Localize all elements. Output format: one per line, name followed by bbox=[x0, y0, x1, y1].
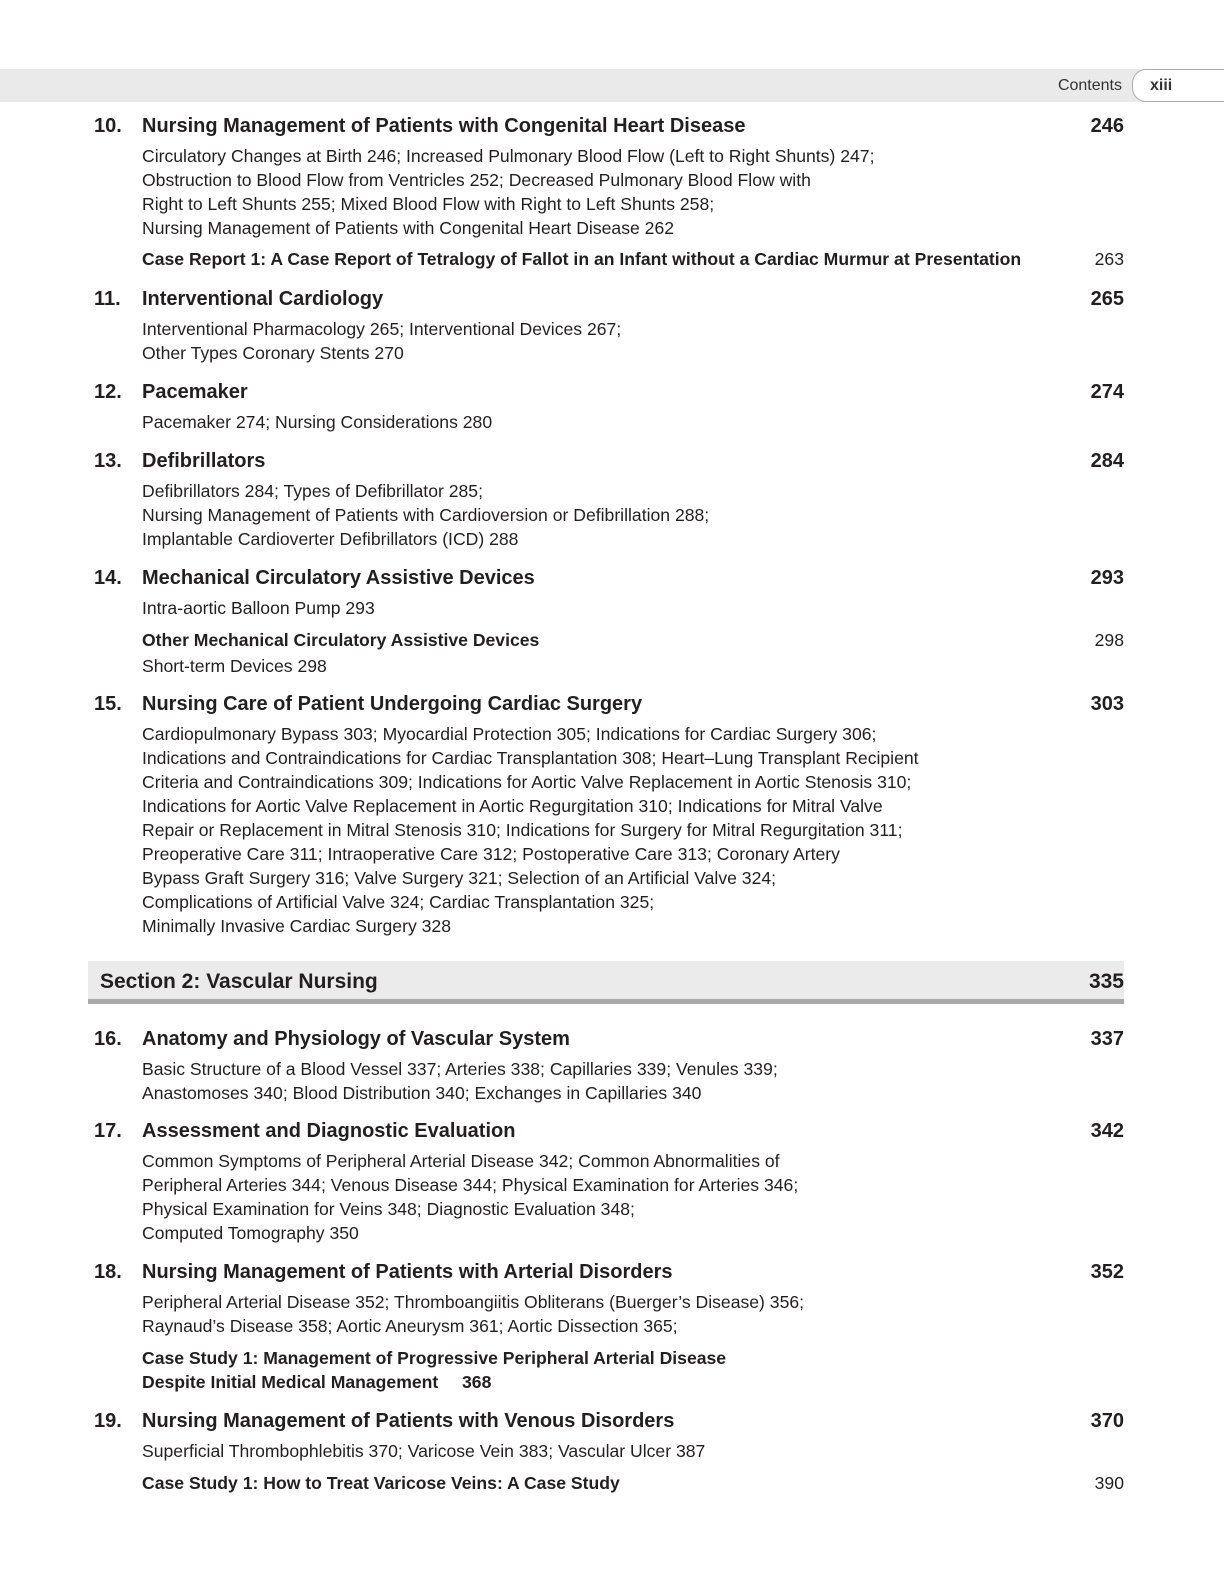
chapter-topics bbox=[142, 317, 1022, 365]
topic-line: Superficial Thrombophlebitis 370; Varicose Vein 383; Vascular Ulcer 387 bbox=[142, 1441, 706, 1461]
subsection-page: 298 bbox=[1094, 630, 1124, 650]
topic-line: Implantable Cardioverter Defibrillators (ICD) 288 bbox=[142, 529, 519, 549]
chapter-title[interactable]: Pacemaker bbox=[142, 381, 248, 403]
section-heading[interactable] bbox=[88, 961, 1124, 1004]
chapter-page: 370 bbox=[1090, 1410, 1124, 1432]
topic-line: Pacemaker 274; Nursing Considerations 280 bbox=[142, 412, 493, 432]
chapter-number: 11. bbox=[94, 288, 121, 310]
case-study-title[interactable]: Case Study 1: How to Treat Varicose Veins: A Case Study bbox=[142, 1473, 620, 1493]
chapter-title[interactable]: Nursing Management of Patients with Venous Disorders bbox=[142, 1410, 675, 1432]
chapter-topics bbox=[142, 1057, 1022, 1105]
running-header-label: Contents bbox=[1057, 77, 1122, 94]
topic-line: Interventional Pharmacology 265; Interventional Devices 267; bbox=[142, 319, 622, 339]
topic-line: Computed Tomography 350 bbox=[142, 1223, 359, 1243]
topic-line: Other Types Coronary Stents 270 bbox=[142, 343, 404, 363]
subsection-title[interactable]: Other Mechanical Circulatory Assistive Devices bbox=[142, 630, 540, 650]
chapter-page: 284 bbox=[1090, 450, 1124, 472]
chapter-page: 352 bbox=[1090, 1261, 1124, 1283]
section-title[interactable]: Section 2: Vascular Nursing bbox=[100, 970, 378, 993]
chapter-number: 15. bbox=[94, 693, 122, 715]
topic-line: Minimally Invasive Cardiac Surgery 328 bbox=[142, 916, 451, 936]
chapter-title[interactable]: Nursing Care of Patient Undergoing Cardiac Surgery bbox=[142, 693, 643, 715]
chapter-title[interactable]: Mechanical Circulatory Assistive Devices bbox=[142, 567, 535, 589]
case-study-title-continued[interactable]: Despite Initial Medical Management bbox=[142, 1372, 439, 1392]
chapter-page: 342 bbox=[1090, 1120, 1124, 1142]
chapter-topics bbox=[142, 144, 1022, 240]
chapter-page: 246 bbox=[1090, 115, 1124, 137]
chapter-number: 18. bbox=[94, 1261, 122, 1283]
chapter-title[interactable]: Assessment and Diagnostic Evaluation bbox=[142, 1120, 516, 1142]
case-study-page: 390 bbox=[1094, 1473, 1124, 1493]
chapter-title[interactable]: Anatomy and Physiology of Vascular System bbox=[142, 1028, 570, 1050]
topic-line: Anastomoses 340; Blood Distribution 340; Exchanges in Capillaries 340 bbox=[142, 1083, 702, 1103]
topic-line: Obstruction to Blood Flow from Ventricles 252; Decreased Pulmonary Blood Flow with bbox=[142, 170, 811, 190]
chapter-number: 19. bbox=[94, 1410, 122, 1432]
topic-line: Indications and Contraindications for Cardiac Transplantation 308; Heart–Lung Transplant Recipient bbox=[142, 748, 919, 768]
chapter-page: 265 bbox=[1090, 288, 1124, 310]
section-page: 335 bbox=[1088, 970, 1124, 993]
chapter-topics bbox=[142, 1149, 1022, 1245]
topic-line: Bypass Graft Surgery 316; Valve Surgery 321; Selection of an Artificial Valve 324; bbox=[142, 868, 777, 888]
header-bar bbox=[0, 69, 1224, 102]
page-number-tab bbox=[1132, 69, 1224, 102]
chapter-topics bbox=[142, 1439, 1022, 1463]
topic-line: Peripheral Arterial Disease 352; Thromboangiitis Obliterans (Buerger’s Disease) 356; bbox=[142, 1292, 805, 1312]
subsection-topics bbox=[142, 654, 1022, 678]
topic-line: Common Symptoms of Peripheral Arterial Disease 342; Common Abnormalities of bbox=[142, 1151, 780, 1171]
topic-line: Right to Left Shunts 255; Mixed Blood Flow with Right to Left Shunts 258; bbox=[142, 194, 715, 214]
chapter-title[interactable]: Nursing Management of Patients with Arterial Disorders bbox=[142, 1261, 673, 1283]
topic-line: Intra-aortic Balloon Pump 293 bbox=[142, 598, 375, 618]
chapter-number: 12. bbox=[94, 381, 122, 403]
chapter-page: 303 bbox=[1090, 693, 1124, 715]
chapter-number: 13. bbox=[94, 450, 122, 472]
chapter-number: 14. bbox=[94, 567, 122, 589]
topic-line: Defibrillators 284; Types of Defibrillator 285; bbox=[142, 481, 483, 501]
case-study-page: 368 bbox=[462, 1372, 492, 1392]
case-report-page: 263 bbox=[1094, 249, 1124, 269]
topic-line: Criteria and Contraindications 309; Indications for Aortic Valve Replacement in Aortic Stenosis 310; bbox=[142, 772, 912, 792]
chapter-page: 274 bbox=[1090, 381, 1124, 403]
topic-line: Indications for Aortic Valve Replacement in Aortic Regurgitation 310; Indications for Mitral Valve bbox=[142, 796, 883, 816]
case-study-title[interactable]: Case Study 1: Management of Progressive Peripheral Arterial Disease bbox=[142, 1348, 727, 1368]
topic-line: Raynaud’s Disease 358; Aortic Aneurysm 361; Aortic Dissection 365; bbox=[142, 1316, 678, 1336]
chapter-title[interactable]: Nursing Management of Patients with Congenital Heart Disease bbox=[142, 115, 746, 137]
chapter-title[interactable]: Interventional Cardiology bbox=[142, 288, 384, 310]
chapter-topics bbox=[142, 1290, 1022, 1338]
topic-line: Physical Examination for Veins 348; Diagnostic Evaluation 348; bbox=[142, 1199, 635, 1219]
chapter-page: 293 bbox=[1090, 567, 1124, 589]
chapter-topics bbox=[142, 722, 1022, 938]
chapter-topics bbox=[142, 410, 1022, 434]
chapter-page: 337 bbox=[1090, 1028, 1124, 1050]
topic-line: Peripheral Arteries 344; Venous Disease 344; Physical Examination for Arteries 346; bbox=[142, 1175, 799, 1195]
running-header-page-number: xiii bbox=[1150, 77, 1173, 94]
chapter-title[interactable]: Defibrillators bbox=[142, 450, 266, 472]
topic-line: Preoperative Care 311; Intraoperative Care 312; Postoperative Care 313; Coronary Artery bbox=[142, 844, 840, 864]
chapter-topics bbox=[142, 479, 1022, 551]
topic-line: Short-term Devices 298 bbox=[142, 656, 327, 676]
chapter-number: 17. bbox=[94, 1120, 122, 1142]
topic-line: Nursing Management of Patients with Congenital Heart Disease 262 bbox=[142, 218, 675, 238]
topic-line: Complications of Artificial Valve 324; Cardiac Transplantation 325; bbox=[142, 892, 655, 912]
topic-line: Repair or Replacement in Mitral Stenosis 310; Indications for Surgery for Mitral Regurgitation 311; bbox=[142, 820, 903, 840]
chapter-topics bbox=[142, 596, 1022, 620]
chapter-number: 10. bbox=[94, 115, 122, 137]
topic-line: Basic Structure of a Blood Vessel 337; Arteries 338; Capillaries 339; Venules 339; bbox=[142, 1059, 778, 1079]
topic-line: Cardiopulmonary Bypass 303; Myocardial Protection 305; Indications for Cardiac Surgery 306; bbox=[142, 724, 877, 744]
topic-line: Nursing Management of Patients with Cardioversion or Defibrillation 288; bbox=[142, 505, 710, 525]
case-report-title[interactable]: Case Report 1: A Case Report of Tetralogy of Fallot in an Infant without a Cardiac Murmur at Presentation bbox=[142, 249, 1022, 269]
topic-line: Circulatory Changes at Birth 246; Increased Pulmonary Blood Flow (Left to Right Shunts) 247; bbox=[142, 146, 875, 166]
chapter-number: 16. bbox=[94, 1028, 122, 1050]
